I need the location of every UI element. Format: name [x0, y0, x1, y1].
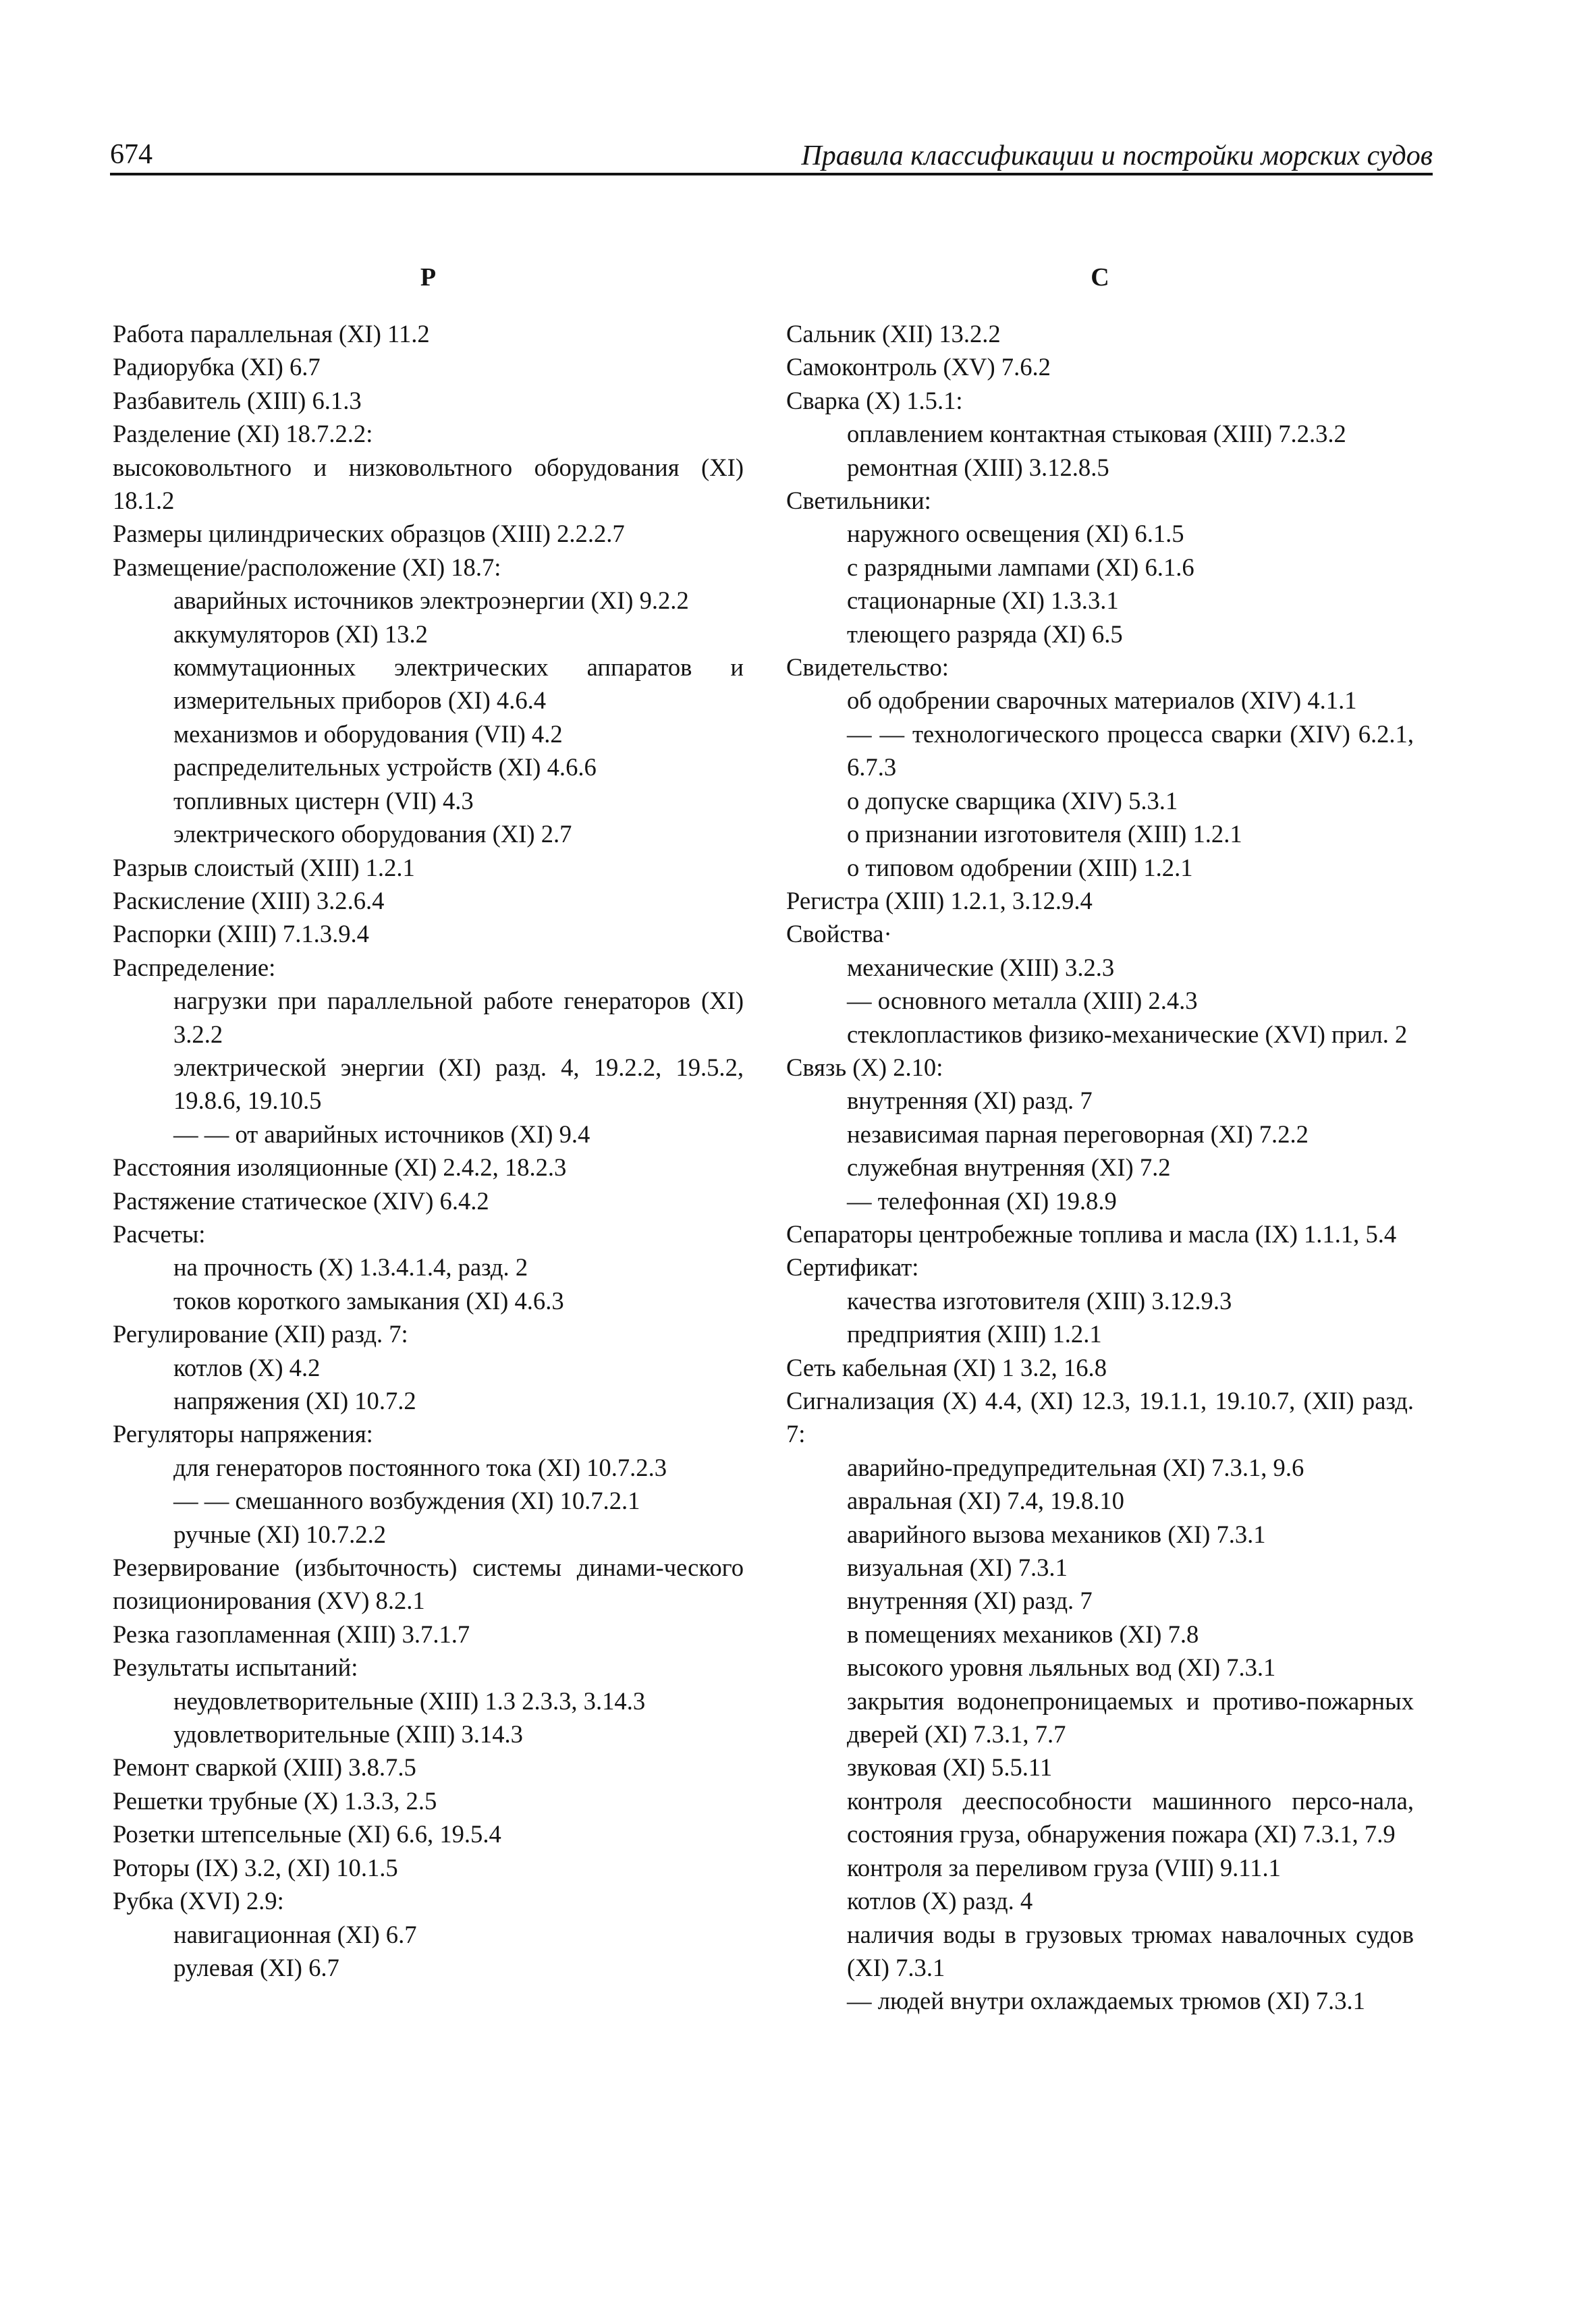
- index-entry: Размеры цилиндрических образцов (XIII) 2.2.2.7: [113, 520, 625, 548]
- index-subentry: неудовлетворительные (XIII) 1.3 2.3.3, 3.14.3: [173, 1686, 646, 1715]
- index-subentry: о типовом одобрении (XIII) 1.2.1: [847, 853, 1193, 881]
- index-subentry: о допуске сварщика (XIV) 5.3.1: [847, 786, 1178, 815]
- index-subentry: служебная внутренняя (XI) 7.2: [847, 1153, 1171, 1182]
- index-entry: Резка газопламенная (XIII) 3.7.1.7: [113, 1620, 470, 1648]
- index-subentry: стеклопластиков физико-механические (XVI) прил. 2: [847, 1020, 1408, 1048]
- index-entry: Разделение (XI) 18.7.2.2:: [113, 420, 373, 448]
- index-subentry: визуальная (XI) 7.3.1: [847, 1554, 1068, 1582]
- index-subentry: ручные (XI) 10.7.2.2: [173, 1520, 387, 1548]
- index-entry: Свидетельство:: [786, 653, 949, 682]
- index-entry: Сепараторы центробежные топлива и масла (IX) 1.1.1, 5.4: [786, 1219, 1397, 1248]
- index-subentry: тлеющего разряда (XI) 6.5: [847, 620, 1123, 648]
- index-subentry: аварийного вызова механиков (XI) 7.3.1: [847, 1520, 1266, 1548]
- index-entry: Радиорубка (XI) 6.7: [113, 353, 321, 381]
- index-entry: Ремонт сваркой (XIII) 3.8.7.5: [113, 1753, 416, 1782]
- index-subentry: навигационная (XI) 6.7: [173, 1920, 417, 1948]
- index-entry: Сварка (X) 1.5.1:: [786, 386, 963, 414]
- index-subentry: оплавлением контактная стыковая (XIII) 7.2.3.2: [847, 420, 1346, 448]
- page-number: 674: [110, 139, 153, 170]
- index-subentry: аварийно-предупредительная (XI) 7.3.1, 9.6: [847, 1453, 1304, 1481]
- index-entries: [113, 317, 744, 1984]
- index-entry: Сертификат:: [786, 1253, 919, 1282]
- index-entry: Связь (X) 2.10:: [786, 1053, 943, 1081]
- index-entry: Резервирование (избыточность) системы динами-ческого позиционирования (XV) 8.2.1: [113, 1554, 744, 1615]
- index-subentry: внутренняя (XI) разд. 7: [847, 1087, 1093, 1115]
- index-entry: Результаты испытаний:: [113, 1653, 358, 1682]
- index-subentry: рулевая (XI) 6.7: [173, 1953, 339, 1981]
- index-subentry: наружного освещения (XI) 6.1.5: [847, 520, 1184, 548]
- index-subentry: аккумуляторов (XI) 13.2: [173, 620, 428, 648]
- index-entry: Растяжение статическое (XIV) 6.4.2: [113, 1186, 489, 1215]
- index-subentry: механизмов и оборудования (VII) 4.2: [173, 719, 563, 748]
- index-subentry: с разрядными лампами (XI) 6.1.6: [847, 553, 1194, 581]
- index-subentry: внутренняя (XI) разд. 7: [847, 1587, 1093, 1615]
- index-subentry: предприятия (XIII) 1.2.1: [847, 1320, 1102, 1348]
- index-subentry: — основного металла (XIII) 2.4.3: [847, 987, 1198, 1015]
- index-subentry: звуковая (XI) 5.5.11: [847, 1753, 1053, 1782]
- index-entry: Решетки трубные (X) 1.3.3, 2.5: [113, 1786, 437, 1815]
- header-rule: [110, 173, 1433, 175]
- index-subentry: высокого уровня льяльных вод (XI) 7.3.1: [847, 1653, 1276, 1682]
- index-entry: Регистра (XIII) 1.2.1, 3.12.9.4: [786, 886, 1093, 914]
- index-entry: Светильники:: [786, 487, 931, 515]
- index-column-left: [113, 256, 744, 1984]
- index-entry: Сальник (XII) 13.2.2: [786, 320, 1001, 348]
- index-entry: Регулирование (XII) разд. 7:: [113, 1320, 408, 1348]
- index-entry: Разрыв слоистый (XIII) 1.2.1: [113, 853, 415, 881]
- index-subentry: авральная (XI) 7.4, 19.8.10: [847, 1487, 1124, 1515]
- index-entry: Сеть кабельная (XI) 1 3.2, 16.8: [786, 1353, 1107, 1381]
- index-entry: Розетки штепсельные (XI) 6.6, 19.5.4: [113, 1820, 501, 1848]
- index-entry: Расчеты:: [113, 1219, 206, 1248]
- section-letter: Р: [420, 263, 437, 292]
- index-entry: Размещение/расположение (XI) 18.7:: [113, 553, 501, 581]
- running-title: Правила классификации и постройки морских судов: [801, 140, 1433, 171]
- index-subentry: коммутационных электрических аппаратов и измерительных приборов (XI) 4.6.4: [173, 653, 744, 715]
- page-header: [110, 128, 1433, 175]
- index-subentry: на прочность (X) 1.3.4.1.4, разд. 2: [173, 1253, 528, 1282]
- index-subentry: для генераторов постоянного тока (XI) 10.7.2.3: [173, 1453, 667, 1481]
- index-subentry: о признании изготовителя (XIII) 1.2.1: [847, 820, 1242, 848]
- index-subentry: — — от аварийных источников (XI) 9.4: [173, 1120, 590, 1148]
- index-subentry: стационарные (XI) 1.3.3.1: [847, 586, 1119, 615]
- index-entry: Самоконтроль (XV) 7.6.2: [786, 353, 1051, 381]
- index-entry: Регуляторы напряжения:: [113, 1420, 373, 1448]
- index-subentry: об одобрении сварочных материалов (XIV) 4.1.1: [847, 686, 1357, 715]
- index-subentry: распределительных устройств (XI) 4.6.6: [173, 753, 597, 781]
- index-subentry: электрической энергии (XI) разд. 4, 19.2.2, 19.5.2, 19.8.6, 19.10.5: [173, 1053, 744, 1115]
- index-subentry: нагрузки при параллельной работе генераторов (XI) 3.2.2: [173, 987, 744, 1048]
- index-subentry: топливных цистерн (VII) 4.3: [173, 786, 474, 815]
- index-subentry: — — технологического процесса сварки (XIV) 6.2.1, 6.7.3: [847, 719, 1414, 781]
- index-column-right: [786, 256, 1414, 2018]
- index-entry: Распорки (XIII) 7.1.3.9.4: [113, 920, 369, 948]
- index-entry: Роторы (IX) 3.2, (XI) 10.1.5: [113, 1853, 398, 1882]
- index-entry: Сигнализация (X) 4.4, (XI) 12.3, 19.1.1, 19.10.7, (XII) разд. 7:: [786, 1387, 1414, 1448]
- index-entry: высоковольтного и низковольтного оборудования (XI) 18.1.2: [113, 453, 744, 515]
- index-subentry: котлов (X) разд. 4: [847, 1887, 1033, 1915]
- index-subentry: контроля дееспособности машинного персо-нала, состояния груза, обнаружения пожара (XI) 7.3.1, 7.9: [847, 1786, 1414, 1848]
- index-entry: Работа параллельная (XI) 11.2: [113, 320, 430, 348]
- index-subentry: — людей внутри охлаждаемых трюмов (XI) 7.3.1: [847, 1987, 1365, 2015]
- index-subentry: токов короткого замыкания (XI) 4.6.3: [173, 1286, 564, 1315]
- index-entry: Расстояния изоляционные (XI) 2.4.2, 18.2.3: [113, 1153, 567, 1182]
- index-subentry: закрытия водонепроницаемых и противо-пожарных дверей (XI) 7.3.1, 7.7: [847, 1686, 1414, 1749]
- index-entry: Разбавитель (XIII) 6.1.3: [113, 386, 362, 414]
- index-subentry: удовлетворительные (XIII) 3.14.3: [173, 1720, 523, 1749]
- index-subentry: — телефонная (XI) 19.8.9: [847, 1186, 1117, 1215]
- index-entry: Свойства·: [786, 920, 892, 948]
- index-subentry: — — смешанного возбуждения (XI) 10.7.2.1: [173, 1487, 640, 1515]
- index-subentry: механические (XIII) 3.2.3: [847, 953, 1115, 981]
- index-subentry: качества изготовителя (XIII) 3.12.9.3: [847, 1286, 1232, 1315]
- index-entries: [786, 317, 1414, 2018]
- index-subentry: в помещениях механиков (XI) 7.8: [847, 1620, 1199, 1648]
- index-subentry: аварийных источников электроэнергии (XI) 9.2.2: [173, 586, 689, 615]
- index-subentry: независимая парная переговорная (XI) 7.2.2: [847, 1120, 1309, 1148]
- index-subentry: котлов (X) 4.2: [173, 1353, 321, 1381]
- index-subentry: напряжения (XI) 10.7.2: [173, 1387, 416, 1415]
- index-entry: Раскисление (XIII) 3.2.6.4: [113, 886, 385, 914]
- index-entry: Рубка (XVI) 2.9:: [113, 1887, 284, 1915]
- index-entry: Распределение:: [113, 953, 276, 981]
- section-letter: С: [1091, 263, 1109, 292]
- index-subentry: электрического оборудования (XI) 2.7: [173, 820, 572, 848]
- index-subentry: контроля за переливом груза (VIII) 9.11.1: [847, 1853, 1281, 1882]
- index-subentry: наличия воды в грузовых трюмах навалочных судов (XI) 7.3.1: [847, 1920, 1414, 1981]
- index-subentry: ремонтная (XIII) 3.12.8.5: [847, 453, 1109, 481]
